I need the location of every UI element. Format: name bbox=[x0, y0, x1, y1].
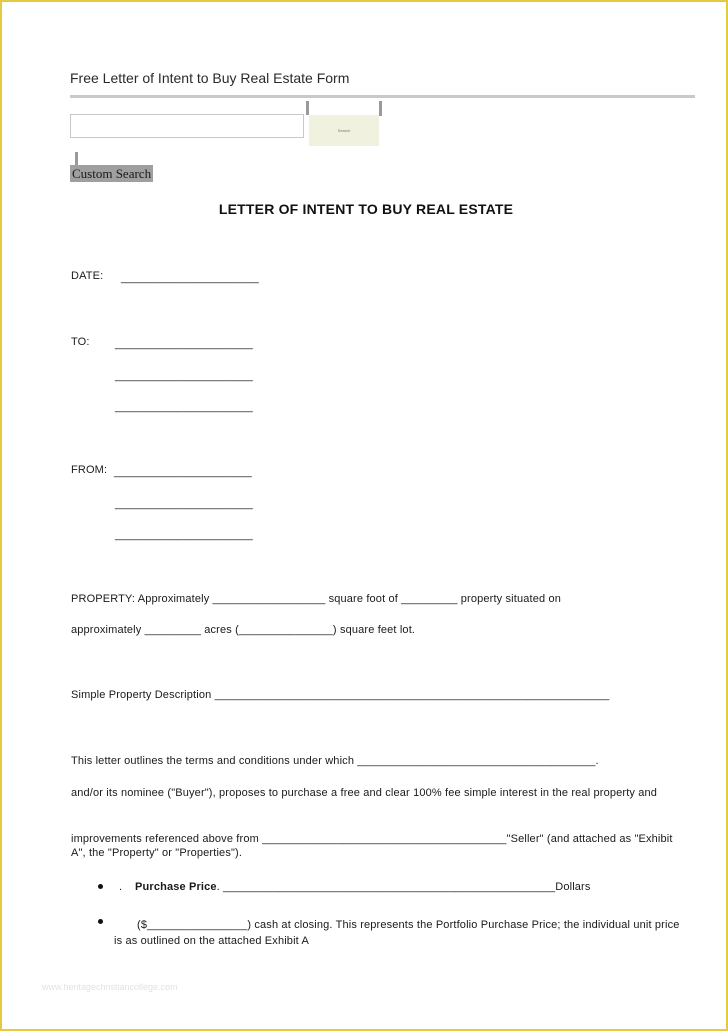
from-blank: ______________________ bbox=[114, 466, 252, 478]
to-blank: ______________________ bbox=[115, 401, 253, 413]
from-blank: ______________________ bbox=[115, 529, 253, 541]
custom-search-tick bbox=[75, 152, 78, 165]
to-label: TO: bbox=[71, 336, 90, 348]
from-blank: ______________________ bbox=[115, 498, 253, 510]
property-line: approximately _________ acres (_______________) square feet lot. bbox=[71, 624, 416, 636]
property-line: PROPERTY: Approximately __________________ square foot of _________ property situated on bbox=[71, 593, 562, 605]
cash-at-closing-item: ($________________) cash at closing. This represents the Portfolio Purchase Price; the individual unit price is as outlined on the attached Exhibit A bbox=[114, 919, 680, 947]
search-frame-tick bbox=[379, 101, 382, 116]
simple-property-description: Simple Property Description _______________________________________________________________ bbox=[71, 689, 610, 701]
to-blank: ______________________ bbox=[115, 370, 253, 382]
date-label: DATE: bbox=[71, 270, 104, 282]
bullet-dot bbox=[98, 884, 103, 889]
improvements-paragraph: improvements referenced above from _______________________________________"Seller" (and attached as "Exhibit A", the "Property" or "Properties"). bbox=[71, 833, 673, 859]
document-title: LETTER OF INTENT TO BUY REAL ESTATE bbox=[218, 201, 514, 217]
purchase-price-blank: . _____________________________________________________Dollars bbox=[216, 881, 591, 893]
bullet-dot bbox=[98, 919, 103, 924]
watermark: www.heritagechristiancollege.com bbox=[42, 982, 178, 992]
from-label: FROM: bbox=[71, 464, 108, 476]
purchase-price-item bbox=[119, 881, 591, 893]
search-button[interactable] bbox=[309, 115, 379, 146]
page-title: Free Letter of Intent to Buy Real Estate Form bbox=[70, 70, 350, 86]
to-blank: ______________________ bbox=[115, 338, 253, 350]
search-frame-tick bbox=[306, 101, 309, 115]
search-button-label: Search bbox=[337, 128, 351, 133]
purchase-price-number: . bbox=[119, 881, 123, 893]
custom-search-label: Custom Search bbox=[72, 166, 152, 181]
terms-line: This letter outlines the terms and conditions under which ______________________________________. bbox=[71, 755, 599, 767]
purchase-price-label: Purchase Price bbox=[135, 881, 217, 893]
title-divider bbox=[70, 95, 695, 98]
search-input[interactable] bbox=[70, 114, 304, 138]
date-blank: ______________________ bbox=[121, 272, 259, 284]
nominee-paragraph: and/or its nominee ("Buyer"), proposes to purchase a free and clear 100% fee simple interest in the real property and bbox=[71, 787, 658, 799]
